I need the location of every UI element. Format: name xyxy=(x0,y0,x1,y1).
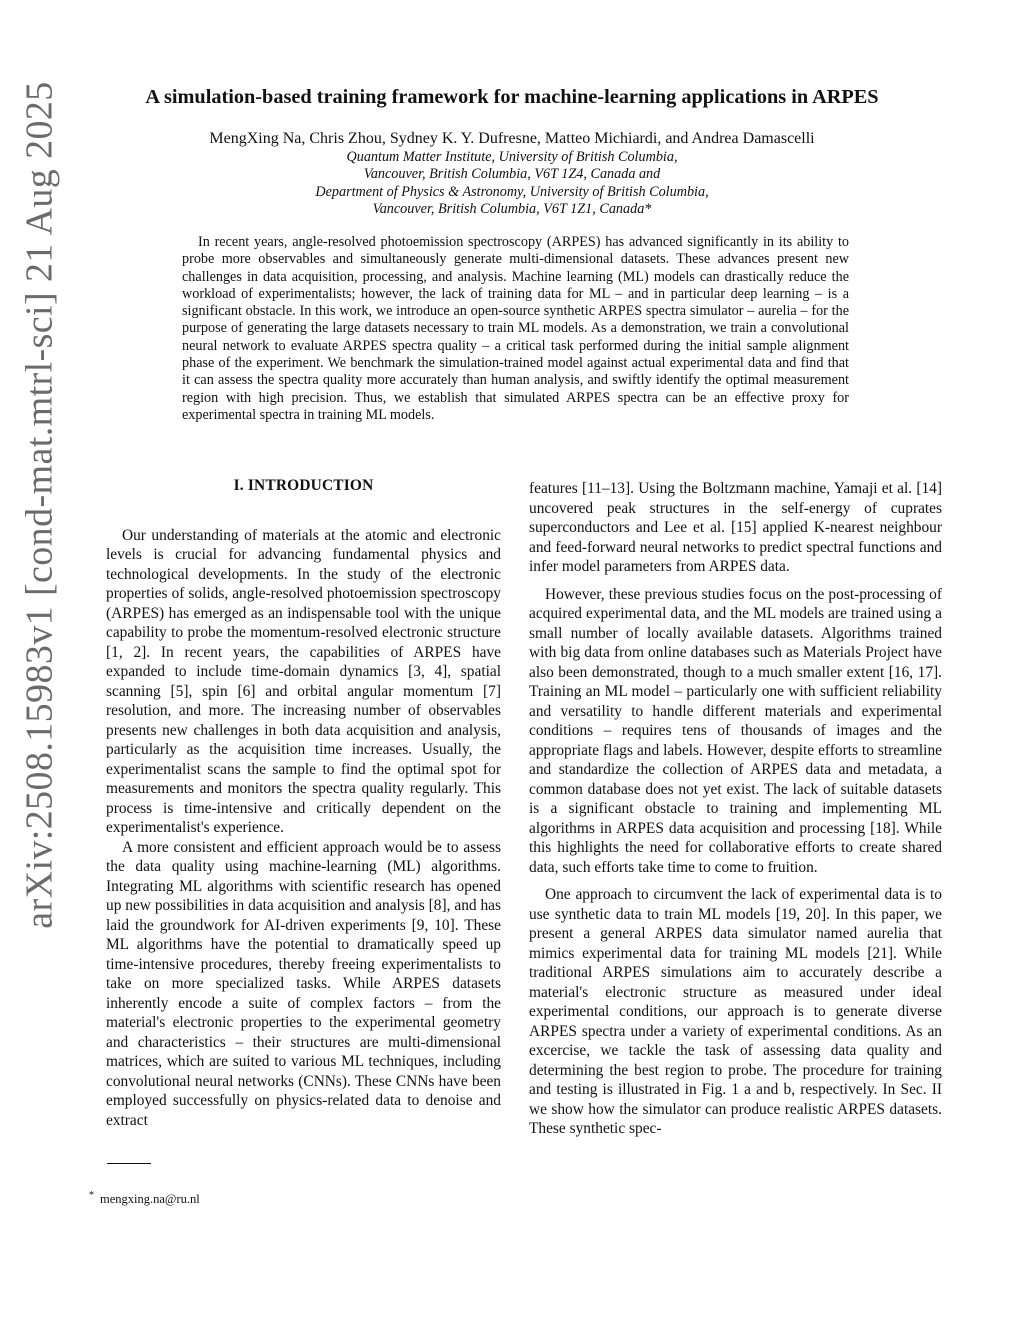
left-column xyxy=(106,474,501,1130)
body-paragraph: However, these previous studies focus on the post-processing of acquired experimental data, and the ML models are trained using a small number of locally available datasets. Algorithms trained with big data from online databases such as Materials Project have also been demonstrated, though to a much smaller extent [16, 17]. Training an ML model – particularly one with sufficient reliability and versatility to handle different materials and experimental conditions – requires tens of thousands of images and the appropriate flags and labels. However, despite efforts to streamline and standardize the collection of ARPES data and metadata, a common database does not yet exist. The lack of suitable datasets is a significant obstacle to training and implementing ML algorithms in ARPES data acquisition and processing [18]. While this highlights the need for collaborative efforts to create shared data, such efforts take time to come to fruition. xyxy=(529,585,942,876)
body-paragraph: A more consistent and efficient approach would be to assess the data quality using machine-learning (ML) algorithms. Integrating ML algorithms with scientific research has opened up new possibilities in data acquisition and analysis [8], and has laid the groundwork for AI-driven experiments [9, 10]. These ML algorithms have the potential to dramatically speed up time-intensive procedures, thereby freeing experimentalists to take on more specialized tasks. While ARPES datasets inherently encode a suite of complex factors – from the material's electronic properties to the experimental geometry and characteristics – their structures are multi-dimensional matrices, which are suited to various ML techniques, including convolutional neural networks (CNNs). These CNNs have been employed successfully on physics-related data to denoise and extract xyxy=(106,838,501,1129)
arxiv-side-stamp xyxy=(10,81,70,929)
affiliation-line: Department of Physics & Astronomy, University of British Columbia, xyxy=(315,183,709,200)
arxiv-identifier: arXiv:2508.15983v1 [cond-mat.mtrl-sci] 21 Aug 2025 xyxy=(19,81,61,929)
affiliation-line: Vancouver, British Columbia, V6T 1Z1, Canada* xyxy=(372,201,652,218)
right-column xyxy=(529,479,942,1139)
footnote-email: mengxing.na@ru.nl xyxy=(100,1192,200,1207)
body-paragraph: One approach to circumvent the lack of experimental data is to use synthetic data to train ML models [19, 20]. In this paper, we present a general ARPES data simulator named aurelia that mimics experimental data for training ML models [21]. While traditional ARPES simulations aim to accurately describe a material's electronic structure as measured under ideal experimental conditions, our approach is to generate diverse ARPES spectra under a variety of experimental conditions. As an excercise, we tackle the task of assessing data quality and determining the best region to probe. The procedure for training and testing is illustrated in Fig. 1 a and b, respectively. In Sec. II we show how the simulator can produce realistic ARPES datasets. These synthetic spec- xyxy=(529,886,942,1137)
affiliations xyxy=(80,149,944,219)
section-heading-introduction: I. INTRODUCTION xyxy=(233,477,374,494)
body-paragraph: Our understanding of materials at the atomic and electronic levels is crucial for advancing fundamental physics and technological developments. In the study of the electronic properties of solids, angle-resolved photoemission spectroscopy (ARPES) has emerged as an indispensable tool with the unique capability to probe the momentum-resolved electronic structure [1, 2]. In recent years, the capabilities of ARPES have expanded to include time-domain dynamics [3, 4], spatial scanning [5], spin [6] and orbital angular momentum [7] resolution, and more. The increasing number of observables presents new challenges in both data acquisition and analysis, particularly as the acquisition time increases. Usually, the experimentalist scans the sample to find the optimal spot for measurements and monitors the spectra quality regularly. This process is time-intensive and critically dependent on the experimentalist's experience. xyxy=(106,526,501,836)
abstract xyxy=(182,234,849,424)
author-list: MengXing Na, Chris Zhou, Sydney K. Y. Dufresne, Matteo Michiardi, and Andrea Damascelli xyxy=(209,130,815,147)
affiliation-line: Quantum Matter Institute, University of British Columbia, xyxy=(346,149,678,165)
footnote-mark: * xyxy=(89,1190,94,1201)
body-paragraph: features [11–13]. Using the Boltzmann machine, Yamaji et al. [14] uncovered peak structures in the self-energy of cuprates superconductors and Lee et al. [15] applied K-nearest neighbour and feed-forward neural networks to predict spectral functions and infer model parameters from ARPES data. xyxy=(529,480,942,575)
affiliation-line: Vancouver, British Columbia, V6T 1Z4, Canada and xyxy=(363,166,661,183)
paper-title: A simulation-based training framework for machine-learning applications in ARPES xyxy=(145,86,879,108)
footnote xyxy=(89,1190,200,1207)
footnote-divider xyxy=(107,1163,151,1164)
abstract-text: In recent years, angle-resolved photoemission spectroscopy (ARPES) has advanced significantly in its ability to probe more observables and simultaneously generate multi-dimensional datasets. These advances present new challenges in data acquisition, processing, and analysis. Machine learning (ML) models can drastically reduce the workload of experimentalists; however, the lack of training data for ML – and in particular deep learning – is a significant obstacle. In this work, we introduce an open-source synthetic ARPES spectra simulator – aurelia – for the purpose of generating the large datasets necessary to train ML models. As a demonstration, we train a convolutional neural network to evaluate ARPES spectra quality – a critical task performed during the initial sample alignment phase of the experiment. We benchmark the simulation-trained model against actual experimental data and find that it can assess the spectra quality more accurately than human analysis, and swiftly identify the optimal measurement region with high precision. Thus, we establish that simulated ARPES spectra can be an effective proxy for experimental spectra in training ML models. xyxy=(182,234,849,423)
